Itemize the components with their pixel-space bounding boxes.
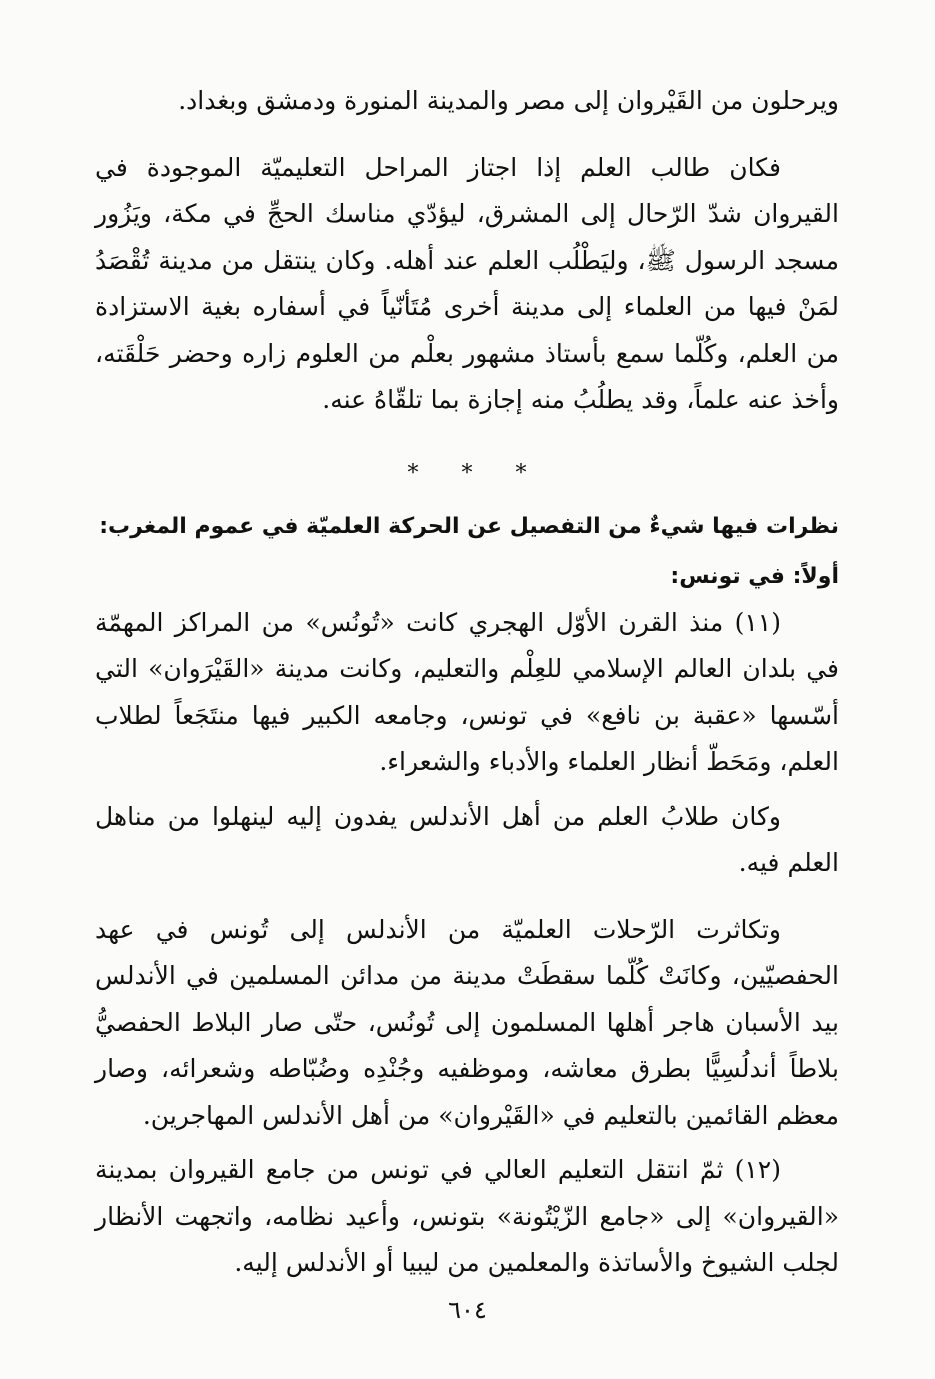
page-content xyxy=(95,78,839,1287)
page-number: ٦٠٤ xyxy=(448,1296,487,1324)
paragraph-12: (١٢) ثمّ انتقل التعليم العالي في تونس من جامع القيروان بمدينة «القيروان» إلى «جامع الزّيْتُونة» بتونس، وأعيد نظامه، واتجهت الأنظار لجلب الشيوخ والأساتذة والمعلمين من ليبيا أو الأندلس إليه. xyxy=(95,1155,839,1277)
paragraph-continuation: ويرحلون من القَيْروان إلى مصر والمدينة المنورة ودمشق وبغداد. xyxy=(178,86,839,115)
section-separator: * * * xyxy=(407,460,545,486)
section-title: نظرات فيها شيءٌ من التفصيل عن الحركة العلميّة في عموم المغرب: xyxy=(99,513,839,539)
paragraph-student-journey: فكان طالب العلم إذا اجتاز المراحل التعليميّة الموجودة في القيروان شدّ الرّحال إلى المشرق، ليؤدّي مناسك الحجِّ في مكة، ويَزُور مسجد الرسول ﷺ، وليَطْلُب العلم عند أهله. وكان ينتقل من مدينة تُقْصَدُ لمَنْ فيها من العلماء إلى مدينة أخرى مُتَأنّياً في أسفاره بغية الاستزادة من العلم، وكُلّما سمع بأستاذ مشهور بعلْم من العلوم زاره وحضر حَلْقَته، وأخذ عنه علماً، وقد يطلُبُ منه إجازة بما تلقّاهُ عنه. xyxy=(95,152,839,414)
paragraph-andalus-students: وكان طلابُ العلم من أهل الأندلس يفدون إليه لينهلوا من مناهل العلم فيه. xyxy=(95,801,839,877)
paragraph-hafsid-era: وتكاثرت الرّحلات العلميّة من الأندلس إلى تُونس في عهد الحفصيّين، وكانَتْ كُلّما سقطَتْ مدينة من مدائن المسلمين في الأندلس بيد الأسبان هاجر أهلها المسلمون إلى تُونُس، حتّى صار البلاط الحفصيُّ بلاطاً أندلُسِيًّا بطرق معاشه، وموظفيه وجُنْدِه وضُبّاطه وشعرائه، وصار معظم القائمين بالتعليم في «القَيْروان» من أهل الأندلس المهاجرين. xyxy=(95,914,839,1130)
paragraph-11: (١١) منذ القرن الأوّل الهجري كانت «تُونُس» من المراكز المهمّة في بلدان العالم الإسلامي للعِلْم والتعليم، وكانت مدينة «القَيْرَوان» التي أسّسها «عقبة بن نافع» في تونس، وجامعه الكبير فيها منتَجَعاً لطلاب العلم، ومَحَطّ أنظار العلماء والأدباء والشعراء. xyxy=(95,607,839,776)
subsection-title: أولاً: في تونس: xyxy=(670,563,839,589)
